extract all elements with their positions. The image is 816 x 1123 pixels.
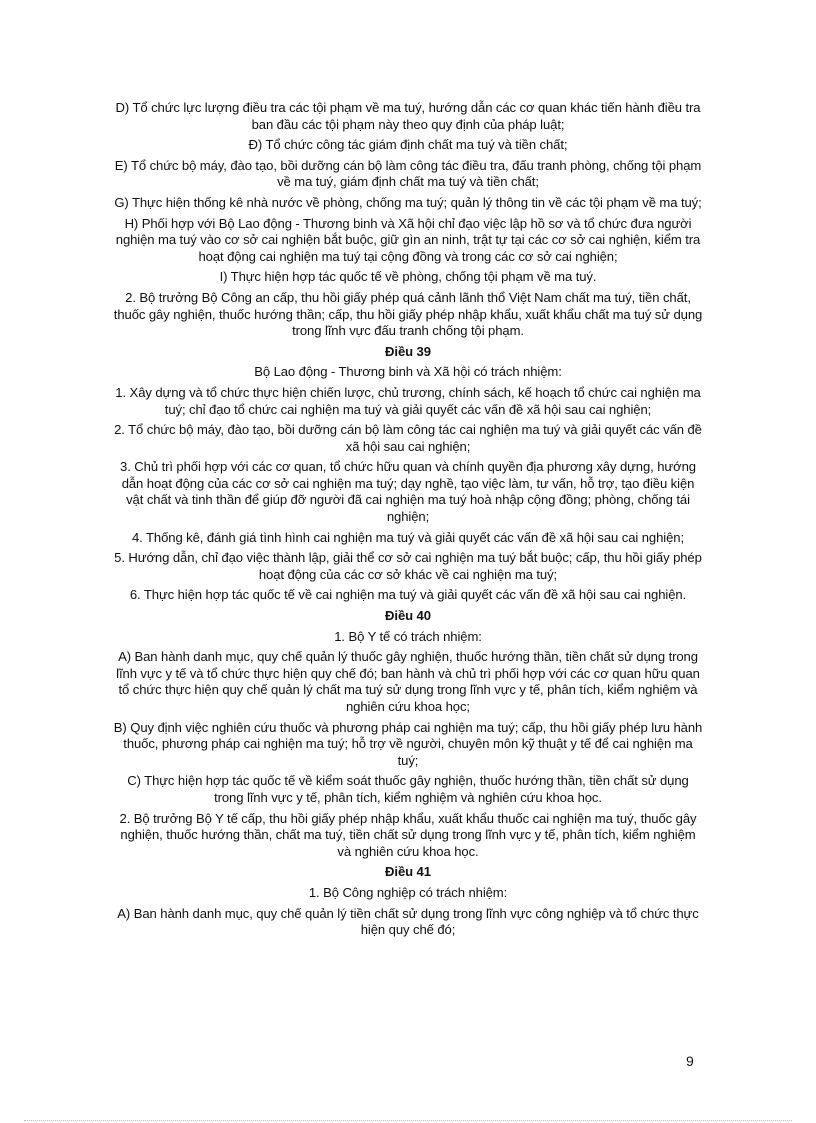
paragraph: 2. Tổ chức bộ máy, đào tạo, bồi dưỡng cán bộ làm công tác cai nghiện ma tuý và giải quyết các vấn đề xã hội sau cai nghiện;	[114, 422, 702, 454]
article-heading-39: Điều 39	[385, 343, 431, 359]
paragraph: 1. Xây dựng và tổ chức thực hiện chiến lược, chủ trương, chính sách, kế hoạch tổ chức cai nghiện ma tuý; chỉ đạo tổ chức cai nghiện ma tuý và giải quyết các vấn đề xã hội sau cai nghiện;	[115, 384, 701, 417]
paragraph: 2. Bộ trưởng Bộ Công an cấp, thu hồi giấy phép quá cảnh lãnh thổ Việt Nam chất ma tuý, tiền chất, thuốc gây nghiện, thuốc hướng thần; cấp, thu hồi giấy phép nhập khẩu, xuất khẩu chất ma tuý sử dụng trong lĩnh vực đấu tranh chống tội phạm.	[113, 289, 703, 339]
paragraph: 2. Bộ trưởng Bộ Y tế cấp, thu hồi giấy phép nhập khẩu, xuất khẩu thuốc cai nghiện ma tuý, thuốc gây nghiện, thuốc hướng thần, chất ma tuý, tiền chất sử dụng trong lĩnh vực y tế, phân tích, kiểm nghiệm và nghiên cứu khoa học.	[119, 810, 697, 859]
paragraph: A) Ban hành danh mục, quy chế quản lý thuốc gây nghiện, thuốc hướng thần, tiền chất sử dụng trong lĩnh vực y tế và tổ chức thực hiện quy chế đó; ban hành và chủ trì phối hợp với các cơ quan hữu quan tổ chức thực hiện quy chế quản lý chất ma tuý sử dụng trong lĩnh vực y tế, phân tích, kiểm nghiệm và nghiên cứu khoa học;	[116, 649, 700, 714]
article-heading-41: Điều 41	[385, 864, 431, 880]
paragraph: 1. Bộ Y tế có trách nhiệm:	[334, 628, 482, 644]
paragraph: Đ) Tổ chức công tác giám định chất ma tuý và tiền chất;	[248, 137, 568, 153]
article-heading-40: Điều 40	[385, 608, 431, 624]
paragraph: 4. Thống kê, đánh giá tình hình cai nghiện ma tuý và giải quyết các vấn đề xã hội sau cai nghiện;	[131, 529, 684, 545]
paragraph: Bộ Lao động - Thương binh và Xã hội có trách nhiệm:	[254, 364, 562, 380]
paragraph: B) Quy định việc nghiên cứu thuốc và phương pháp cai nghiện ma tuý; cấp, thu hồi giấy phép lưu hành thuốc, phương pháp cai nghiện ma tuý; hỗ trợ về người, chuyên môn kỹ thuật y tế để cai nghiện ma tuý;	[113, 719, 703, 768]
paragraph: I) Thực hiện hợp tác quốc tế về phòng, chống tội phạm về ma tuý.	[219, 269, 597, 285]
paragraph: 5. Hướng dẫn, chỉ đạo việc thành lập, giải thể cơ sở cai nghiện ma tuý bắt buộc; cấp, thu hồi giấy phép hoạt động của các cơ sở khác về cai nghiện ma tuý;	[114, 550, 702, 582]
document-body	[112, 100, 704, 943]
paragraph: D) Tổ chức lực lượng điều tra các tội phạm về ma tuý, hướng dẫn các cơ quan khác tiến hành điều tra ban đầu các tội phạm này theo quy định của pháp luật;	[115, 100, 701, 132]
paragraph: C) Thực hiện hợp tác quốc tế về kiểm soát thuốc gây nghiện, thuốc hướng thần, tiền chất sử dụng trong lĩnh vực y tế, phân tích, kiểm nghiệm và nghiên cứu khoa học.	[127, 773, 689, 805]
paragraph: 1. Bộ Công nghiệp có trách nhiệm:	[308, 884, 508, 900]
paragraph: E) Tổ chức bộ máy, đào tạo, bồi dưỡng cán bộ làm công tác điều tra, đấu tranh phòng, chống tội phạm về ma tuý, giám định chất ma tuý và tiền chất;	[114, 157, 702, 190]
paragraph: A) Ban hành danh mục, quy chế quản lý tiền chất sử dụng trong lĩnh vực công nghiệp và tổ chức thực hiện quy chế đó;	[117, 905, 699, 938]
paragraph: 6. Thực hiện hợp tác quốc tế về cai nghiện ma tuý và giải quyết các vấn đề xã hội sau cai nghiện.	[129, 587, 687, 603]
paragraph: 3. Chủ trì phối hợp với các cơ quan, tổ chức hữu quan và chính quyền địa phương xây dựng, hướng dẫn hoạt động của các cơ sở cai nghiện ma tuý; dạy nghề, tạo việc làm, tư vấn, hỗ trợ, tạo điều kiện vật chất và tinh thần để giúp đỡ người đã cai nghiện ma tuý hoà nhập cộng đồng; phòng, chống tái nghiện;	[120, 459, 696, 525]
page-bottom-divider	[24, 1120, 792, 1121]
page-number: 9	[686, 1053, 694, 1069]
paragraph: H) Phối hợp với Bộ Lao động - Thương binh và Xã hội chỉ đạo việc lập hồ sơ và tổ chức đưa người nghiện ma tuý vào cơ sở cai nghiện bắt buộc, giữ gìn an ninh, trật tự tại các cơ sở cai nghiện, kiểm tra hoạt động cai nghiện ma tuý tại cộng đồng và trong các cơ sở cai nghiện;	[115, 215, 701, 264]
paragraph: G) Thực hiện thống kê nhà nước về phòng, chống ma tuý; quản lý thông tin về các tội phạm về ma tuý;	[114, 194, 702, 210]
